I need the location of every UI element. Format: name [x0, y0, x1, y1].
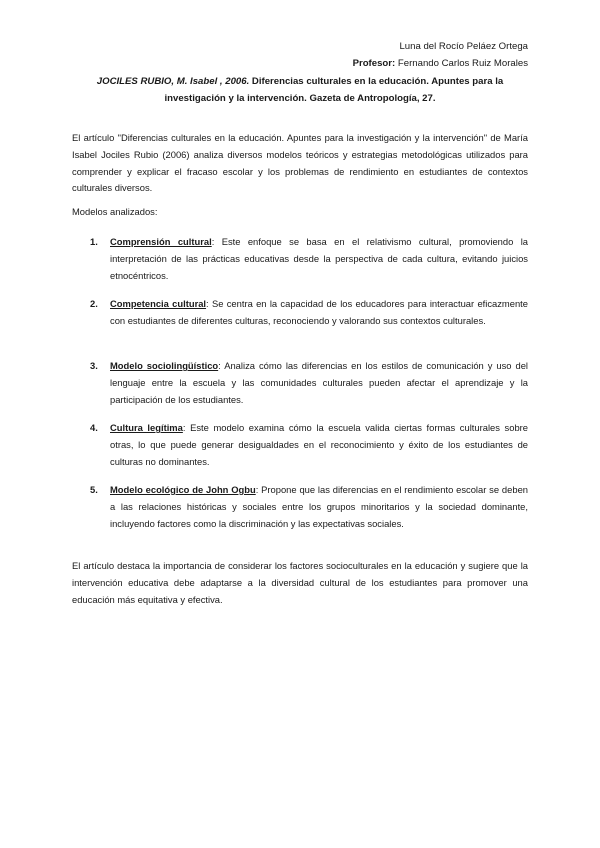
list-item	[72, 482, 528, 532]
list-item-term: Modelo ecológico de John Ogbu	[110, 484, 256, 495]
professor-name: Fernando Carlos Ruiz Morales	[397, 58, 528, 69]
citation-authors: JOCILES RUBIO, M. Isabel , 2006.	[96, 76, 250, 87]
list-item-number: 5.	[90, 484, 98, 495]
professor-label: Profesor:	[352, 58, 396, 69]
conclusion-paragraph: El artículo destaca la importancia de considerar los factores socioculturales en la educación y sugiere que la intervención educativa debe adaptarse a la diversidad cultural de los estudiantes para promover una educación más equitativa y efectiva.	[72, 560, 528, 605]
list-item-text: : Analiza cómo las diferencias en los estilos de comunicación y uso del lenguaje entre la escuela y las comunidades culturales pueden afectar el aprendizaje y la participación de los estudiantes.	[110, 360, 528, 405]
citation	[80, 73, 520, 107]
list-item	[72, 296, 528, 330]
list-item-term: Comprensión cultural	[110, 236, 212, 247]
list-item-text: : Propone que las diferencias en el rendimiento escolar se deben a las relaciones históricas y sociales entre los grupos minoritarios y la sociedad dominante, incluyendo factores como la discriminación y las expectativas sociales.	[110, 484, 528, 529]
list-item-term: Modelo sociolingüístico	[110, 360, 219, 371]
list-item	[72, 420, 528, 470]
list-item-text: : Este modelo examina cómo la escuela valida ciertas formas culturales sobre otras, lo que puede generar desigualdades en el reconocimiento y éxito de los estudiantes de culturas no dominantes.	[110, 422, 528, 467]
list-item-term: Cultura legítima	[110, 422, 183, 433]
list-item-text: : Se centra en la capacidad de los educadores para interactuar eficazmente con estudiantes de diferentes culturas, reconociendo y valorando sus contextos culturales.	[110, 298, 528, 326]
document-header	[353, 38, 528, 72]
citation-journal: Gazeta de Antropología, 27.	[309, 93, 436, 104]
list-item-number: 4.	[90, 422, 98, 433]
list-item-number: 2.	[90, 298, 98, 309]
list-item	[72, 358, 528, 408]
list-item-number: 3.	[90, 360, 98, 371]
list-item-number: 1.	[90, 236, 98, 247]
list-item	[72, 234, 528, 284]
models-label: Modelos analizados:	[72, 206, 158, 217]
professor-line	[353, 55, 528, 72]
intro-paragraph: El artículo "Diferencias culturales en la educación. Apuntes para la investigación y la intervención" de María Isabel Jociles Rubio (2006) analiza diversos modelos teóricos y estrategias metodológicas utilizados para comprender y explicar el fracaso escolar y los problemas de rendimiento en estudiantes de contextos culturales diversos.	[72, 132, 528, 194]
citation-title: Diferencias culturales en la educación. Apuntes para la investigación y la intervención.	[164, 76, 504, 104]
list-item-term: Competencia cultural	[110, 298, 207, 309]
list-item-text: : Este enfoque se basa en el relativismo cultural, promoviendo la interpretación de las prácticas educativas desde la perspectiva de cada cultura, evitando juicios etnocéntricos.	[110, 236, 528, 281]
author-name: Luna del Rocío Peláez Ortega	[399, 41, 528, 52]
